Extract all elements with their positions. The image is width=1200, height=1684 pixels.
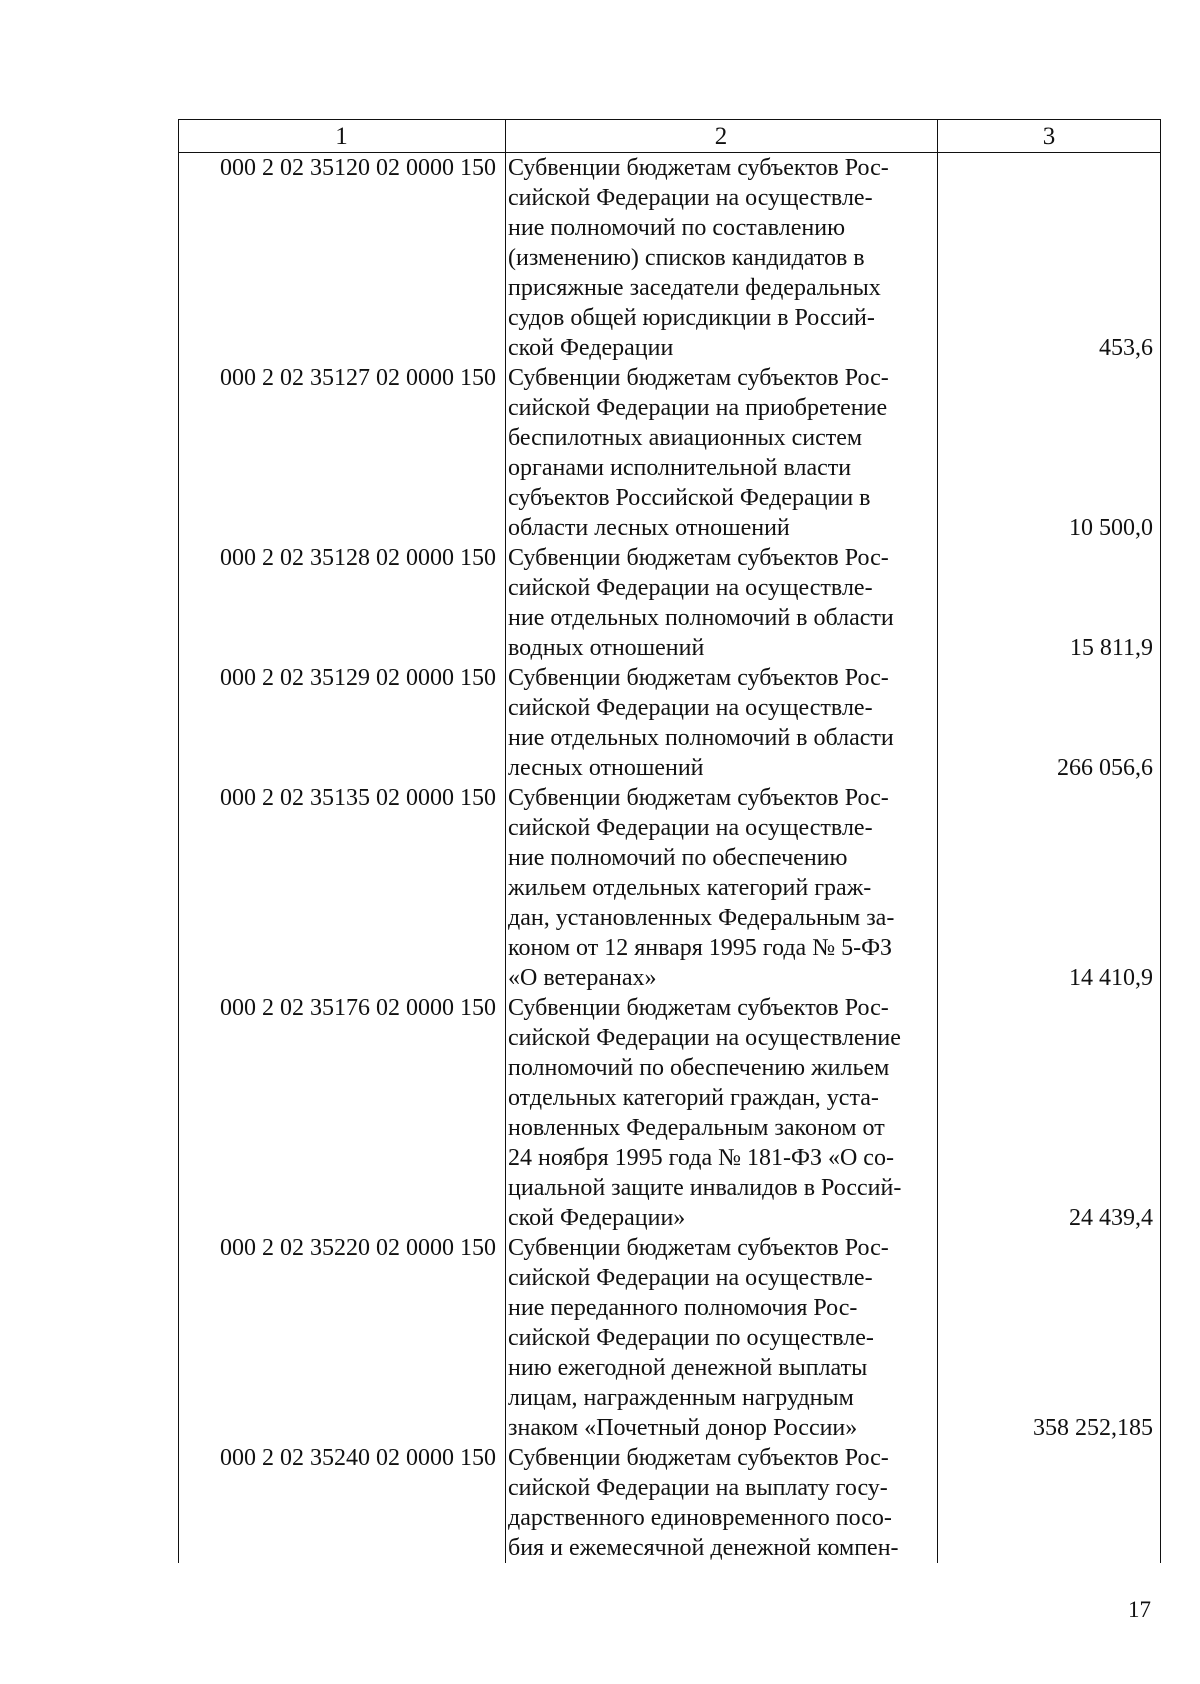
table-row (178, 153, 1161, 363)
row-description: Субвенции бюджетам субъектов Рос- сийской Федерации на осуществле- ние отдельных полномочий в области лесных отношений (508, 665, 894, 781)
table-row (178, 1443, 1161, 1563)
table-header-row (178, 119, 1161, 153)
row-amount: 15 811,9 (1069, 635, 1153, 661)
row-description: Субвенции бюджетам субъектов Рос- сийской Федерации на осуществле- ние отдельных полномочий в области водных отношений (508, 545, 894, 661)
header-col-1: 1 (335, 123, 348, 150)
row-amount: 453,6 (1099, 335, 1153, 361)
row-amount: 266 056,6 (1057, 755, 1153, 781)
row-code: 000 2 02 35176 02 0000 150 (220, 995, 496, 1021)
row-amount: 358 252,185 (1033, 1415, 1153, 1441)
header-border-left (178, 119, 179, 153)
header-col-2: 2 (714, 123, 728, 150)
table-row (178, 543, 1161, 663)
row-description: Субвенции бюджетам субъектов Рос- сийской Федерации на приобретение беспилотных авиационных систем органами исполнительной власти субъектов Российской Федерации в области лесных отношений (508, 365, 889, 541)
row-amount: 24 439,4 (1069, 1205, 1153, 1231)
table-row (178, 783, 1161, 993)
page-number: 17 (1128, 1597, 1151, 1622)
header-border-right (1160, 119, 1161, 153)
row-code: 000 2 02 35135 02 0000 150 (220, 785, 496, 811)
row-description: Субвенции бюджетам субъектов Рос- сийской Федерации на осуществление полномочий по обеспечению жильем отдельных категорий граждан, уста- новленных Федеральным законом от 24 ноября 1995 года № 181-ФЗ «О со- циальной защите инвалидов в Россий- ской Федерации» (508, 995, 902, 1231)
table-row (178, 993, 1161, 1233)
table-divider-2 (937, 153, 938, 1563)
row-description: Субвенции бюджетам субъектов Рос- сийской Федерации на выплату госу- дарственного единовременного посо- бия и ежемесячной денежной компен- (508, 1445, 899, 1561)
header-divider-2 (937, 119, 938, 153)
table-row (178, 663, 1161, 783)
row-amount: 10 500,0 (1069, 515, 1153, 541)
row-description: Субвенции бюджетам субъектов Рос- сийской Федерации на осуществле- ние полномочий по обеспечению жильем отдельных категорий граж- дан, установленных Федеральным за- коном от 12 января 1995 года № 5-ФЗ «О ветеранах» (508, 785, 895, 991)
row-code: 000 2 02 35129 02 0000 150 (220, 665, 496, 691)
row-code: 000 2 02 35120 02 0000 150 (220, 155, 496, 181)
row-code: 000 2 02 35127 02 0000 150 (220, 365, 496, 391)
table-border-right (1160, 153, 1161, 1563)
table-body (178, 153, 1161, 1563)
header-divider-1 (505, 119, 506, 153)
table-border-left (178, 153, 179, 1563)
row-description: Субвенции бюджетам субъектов Рос- сийской Федерации на осуществле- ние переданного полномочия Рос- сийской Федерации по осуществле- нию ежегодной денежной выплаты лицам, награжденным нагрудным знаком «Почетный донор России» (508, 1235, 889, 1441)
row-code: 000 2 02 35128 02 0000 150 (220, 545, 496, 571)
row-code: 000 2 02 35240 02 0000 150 (220, 1445, 496, 1471)
budget-table (178, 119, 1161, 1563)
table-row (178, 1233, 1161, 1443)
row-description: Субвенции бюджетам субъектов Рос- сийской Федерации на осуществле- ние полномочий по составлению (изменению) списков кандидатов в присяжные заседатели федеральных судов общей юрисдикции в Россий- ской Федерации (508, 155, 889, 361)
table-row (178, 363, 1161, 543)
header-col-3: 3 (1042, 123, 1056, 150)
row-amount: 14 410,9 (1069, 965, 1153, 991)
table-divider-1 (505, 153, 506, 1563)
row-code: 000 2 02 35220 02 0000 150 (220, 1235, 496, 1261)
